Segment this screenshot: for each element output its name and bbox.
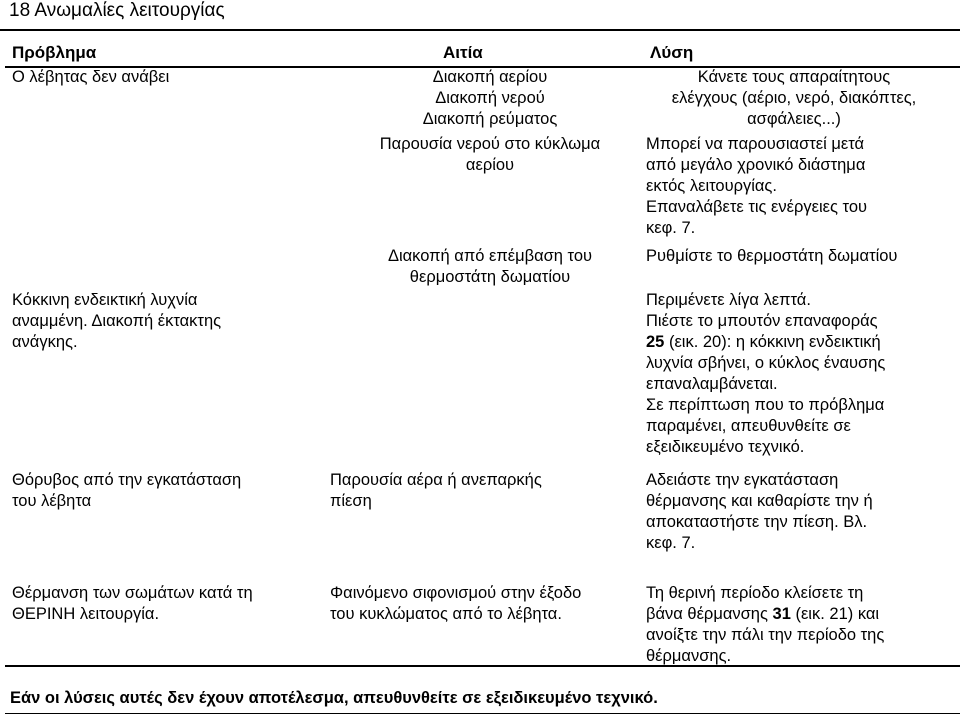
solution-line: Αδειάστε την εγκατάσταση bbox=[646, 471, 839, 489]
problem-line: του λέβητα bbox=[12, 492, 92, 510]
row-6-problem bbox=[12, 583, 253, 625]
cause-line: πίεση bbox=[330, 492, 372, 510]
solution-line: εκτός λειτουργίας. bbox=[646, 177, 777, 195]
row-5-cause bbox=[330, 470, 542, 512]
cause-line: αερίου bbox=[465, 156, 515, 174]
solution-line: παραμένει, απευθυνθείτε σε bbox=[646, 417, 851, 435]
cause-line: Παρουσία νερού στο κύκλωμα bbox=[379, 135, 601, 153]
column-header-cause: Αιτία bbox=[443, 43, 483, 62]
row-4-problem bbox=[12, 290, 221, 353]
title-divider bbox=[0, 29, 960, 31]
solution-line: Περιμένετε λίγα λεπτά. bbox=[646, 291, 811, 309]
problem-line: ανάγκης. bbox=[12, 333, 78, 351]
row-4-solution bbox=[646, 290, 885, 458]
solution-line: Κάνετε τους απαραίτητους bbox=[697, 68, 891, 86]
solution-line: Επαναλάβετε τις ενέργειες του bbox=[646, 198, 868, 216]
row-5-problem bbox=[12, 470, 241, 512]
cause-line: Διακοπή ρεύματος bbox=[422, 110, 558, 128]
solution-line: Πιέστε το μπουτόν επαναφοράς bbox=[646, 312, 878, 330]
cause-line: Διακοπή αερίου bbox=[432, 68, 548, 86]
solution-line: θέρμανσης. bbox=[646, 647, 732, 665]
problem-line: ΘΕΡΙΝΗ λειτουργία. bbox=[12, 605, 160, 623]
row-6-solution bbox=[646, 583, 884, 667]
solution-line: 25 (εικ. 20): η κόκκινη ενδεικτική bbox=[646, 333, 881, 351]
row-5-solution bbox=[646, 470, 873, 554]
column-header-solution: Λύση bbox=[650, 43, 694, 62]
solution-line: κεφ. 7. bbox=[646, 534, 696, 552]
problem-line: Θέρμανση των σωμάτων κατά τη bbox=[12, 584, 253, 602]
footer-note: Εάν οι λύσεις αυτές δεν έχουν αποτέλεσμα, απευθυνθείτε σε εξειδικευμένο τεχνικό. bbox=[10, 689, 658, 707]
row-1-solution bbox=[646, 67, 942, 130]
row-1-problem bbox=[12, 67, 169, 88]
solution-line: Ρυθμίστε το θερμοστάτη δωματίου bbox=[646, 247, 898, 265]
table-bottom-divider bbox=[5, 665, 960, 667]
row-2-cause bbox=[326, 134, 654, 176]
section-title: 18 Ανωμαλίες λειτουργίας bbox=[9, 0, 225, 21]
solution-line: ελέγχους (αέριο, νερό, διακόπτες, bbox=[671, 89, 917, 107]
row-3-solution bbox=[646, 246, 897, 267]
cause-line: Παρουσία αέρα ή ανεπαρκής bbox=[330, 471, 542, 489]
solution-line: κεφ. 7. bbox=[646, 219, 696, 237]
solution-line: θέρμανσης και καθαρίστε την ή bbox=[646, 492, 873, 510]
solution-line: Μπορεί να παρουσιαστεί μετά bbox=[646, 135, 865, 153]
problem-line: Κόκκινη ενδεικτική λυχνία bbox=[12, 291, 198, 309]
cause-line: θερμοστάτη δωματίου bbox=[409, 268, 571, 286]
cause-line: Φαινόμενο σιφονισμού στην έξοδο bbox=[330, 584, 582, 602]
solution-line: Τη θερινή περίοδο κλείσετε τη bbox=[646, 584, 864, 602]
reference-number: 31 bbox=[772, 605, 791, 623]
cause-line: Διακοπή από επέμβαση του bbox=[387, 247, 593, 265]
row-3-cause bbox=[326, 246, 654, 288]
solution-line: επαναλαμβάνεται. bbox=[646, 375, 778, 393]
problem-line: Ο λέβητας δεν ανάβει bbox=[12, 68, 170, 86]
solution-line: ανοίξτε την πάλι την περίοδο της bbox=[646, 626, 885, 644]
solution-line: Σε περίπτωση που το πρόβλημα bbox=[646, 396, 885, 414]
row-1-cause bbox=[326, 67, 654, 130]
cause-line: του κυκλώματος από το λέβητα. bbox=[330, 605, 562, 623]
solution-line: λυχνία σβήνει, ο κύκλος έναυσης bbox=[646, 354, 886, 372]
row-6-cause bbox=[330, 583, 581, 625]
footer-divider bbox=[5, 713, 960, 714]
solution-line: αποκαταστήστε την πίεση. Βλ. bbox=[646, 513, 868, 531]
problem-line: Θόρυβος από την εγκατάσταση bbox=[12, 471, 242, 489]
cause-line: Διακοπή νερού bbox=[435, 89, 545, 107]
column-header-problem: Πρόβλημα bbox=[12, 43, 97, 62]
reference-number: 25 bbox=[646, 333, 665, 351]
solution-line: βάνα θέρμανσης 31 (εικ. 21) και bbox=[646, 605, 880, 623]
solution-line: ασφάλειες...) bbox=[747, 110, 841, 128]
problem-line: αναμμένη. Διακοπή έκτακτης bbox=[12, 312, 222, 330]
solution-line: από μεγάλο χρονικό διάστημα bbox=[646, 156, 866, 174]
solution-line: εξειδικευμένο τεχνικό. bbox=[646, 438, 805, 456]
row-2-solution bbox=[646, 134, 867, 239]
